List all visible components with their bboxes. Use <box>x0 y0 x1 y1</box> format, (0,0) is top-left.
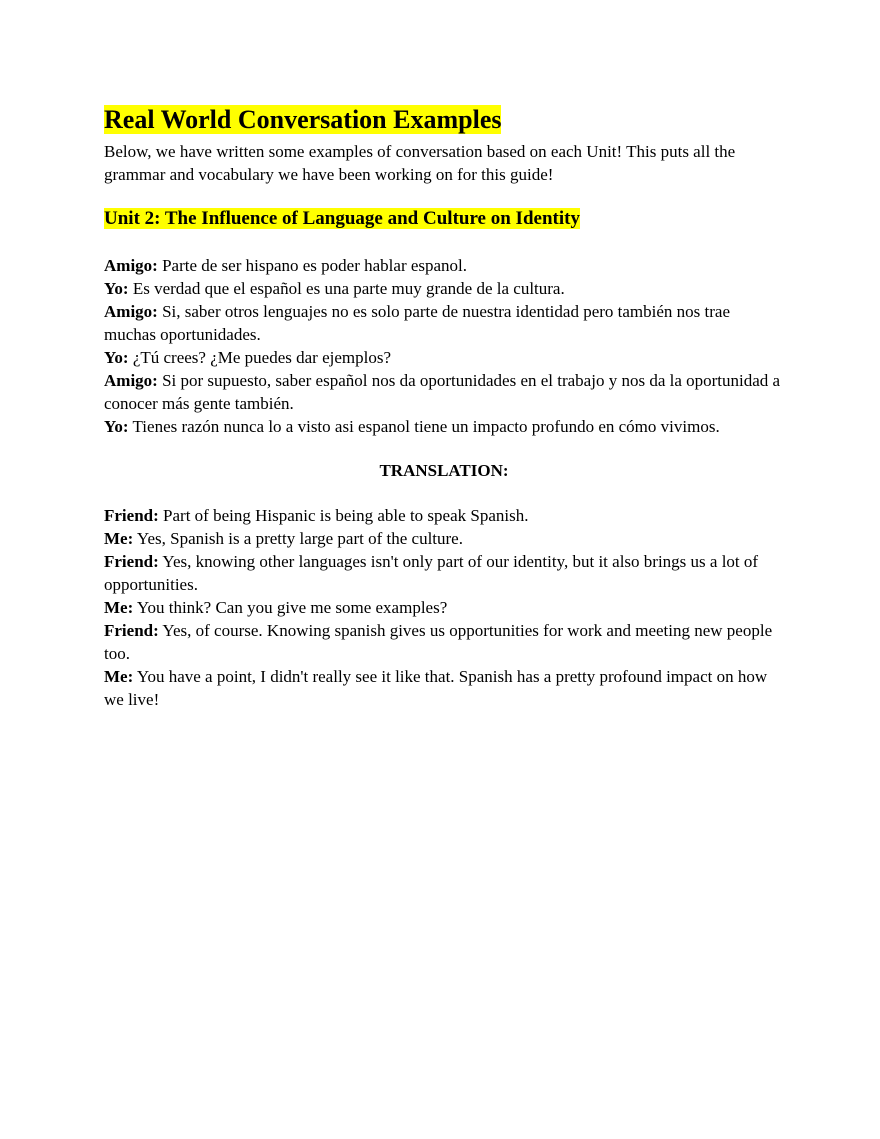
speaker-label: Amigo: <box>104 371 158 390</box>
speaker-label: Yo: <box>104 279 129 298</box>
page-title-text: Real World Conversation Examples <box>104 105 502 134</box>
dialogue-text: Si, saber otros lenguajes no es solo parte de nuestra identidad pero también nos trae muchas oportunidades. <box>104 302 731 344</box>
dialogue-text: Yes, Spanish is a pretty large part of the culture. <box>136 529 463 548</box>
dialogue-line <box>104 300 784 346</box>
dialogue-text: You think? Can you give me some examples? <box>136 598 448 617</box>
speaker-label: Friend: <box>104 506 159 525</box>
speaker-label: Amigo: <box>104 302 158 321</box>
unit-heading <box>104 206 784 231</box>
dialogue-text: Yes, of course. Knowing spanish gives us opportunities for work and meeting new people too. <box>104 621 773 663</box>
dialogue-line <box>104 254 784 277</box>
page-title <box>104 104 784 136</box>
dialogue-line <box>104 369 784 415</box>
dialogue-line <box>104 596 784 619</box>
unit-heading-text: Unit 2: The Influence of Language and Culture on Identity <box>104 208 580 229</box>
dialogue-line <box>104 665 784 711</box>
dialogue-text: Es verdad que el español es una parte muy grande de la cultura. <box>132 279 565 298</box>
dialogue-text: Part of being Hispanic is being able to speak Spanish. <box>163 506 529 525</box>
speaker-label: Amigo: <box>104 256 158 275</box>
speaker-label: Me: <box>104 667 134 686</box>
dialogue-line <box>104 415 784 438</box>
speaker-label: Yo: <box>104 348 129 367</box>
dialogue-line <box>104 550 784 596</box>
speaker-label: Me: <box>104 529 134 548</box>
dialogue-text: ¿Tú crees? ¿Me puedes dar ejemplos? <box>132 348 391 367</box>
dialogue-line <box>104 527 784 550</box>
dialogue-text: Parte de ser hispano es poder hablar espanol. <box>162 256 468 275</box>
speaker-label: Me: <box>104 598 134 617</box>
document-page <box>104 104 784 711</box>
spanish-dialogue <box>104 254 784 438</box>
dialogue-text: Tienes razón nunca lo a visto asi espanol tiene un impacto profundo en cómo vivimos. <box>132 417 720 436</box>
translation-heading: TRANSLATION: <box>379 461 509 480</box>
intro-paragraph: Below, we have written some examples of conversation based on each Unit! This puts all the grammar and vocabulary we have been working on for this guide! <box>104 142 736 184</box>
dialogue-text: Si por supuesto, saber español nos da oportunidades en el trabajo y nos da la oportunidad a conocer más gente también. <box>104 371 781 413</box>
dialogue-line <box>104 504 784 527</box>
english-dialogue <box>104 504 784 711</box>
dialogue-text: Yes, knowing other languages isn't only part of our identity, but it also brings us a lot of opportunities. <box>104 552 759 594</box>
dialogue-line <box>104 619 784 665</box>
speaker-label: Friend: <box>104 552 159 571</box>
speaker-label: Friend: <box>104 621 159 640</box>
dialogue-text: You have a point, I didn't really see it like that. Spanish has a pretty profound impact on how we live! <box>104 667 768 709</box>
dialogue-line <box>104 346 784 369</box>
speaker-label: Yo: <box>104 417 129 436</box>
dialogue-line <box>104 277 784 300</box>
